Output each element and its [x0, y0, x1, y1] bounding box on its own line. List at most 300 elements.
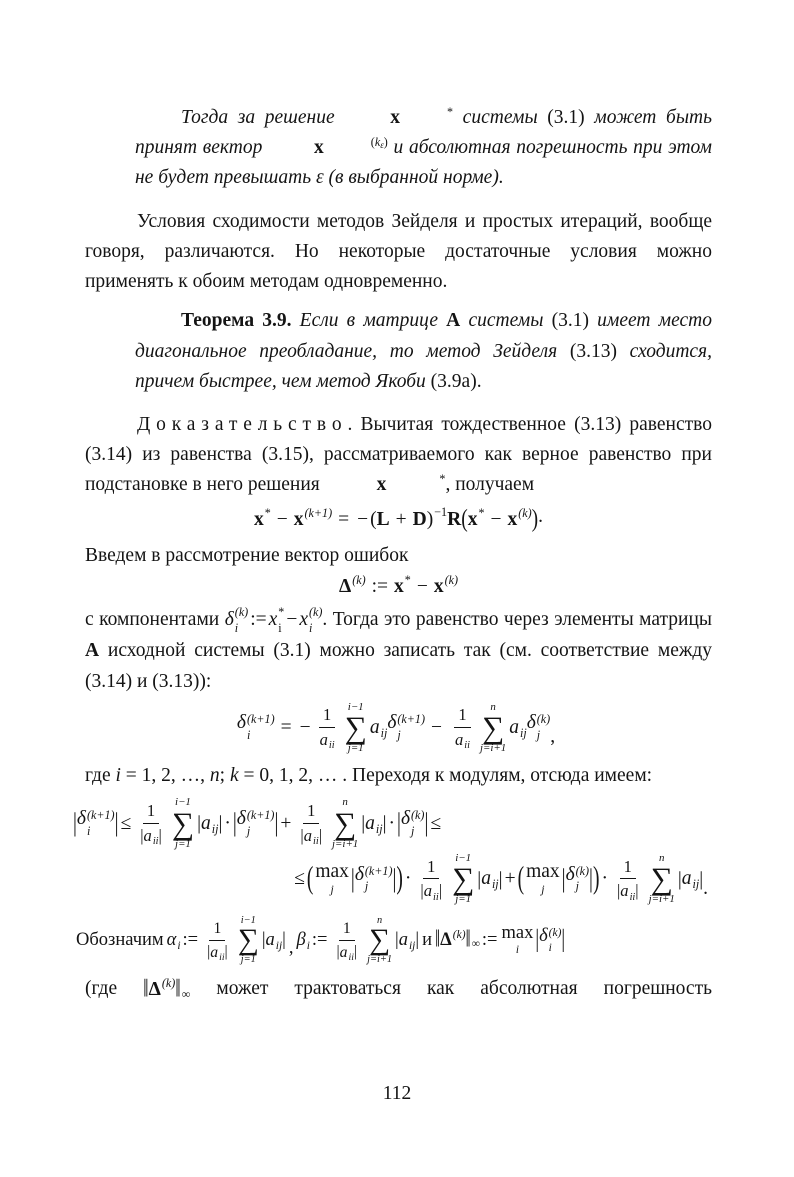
group-body: [399, 930, 416, 951]
close-delimiter: |: [635, 881, 639, 901]
text-run: a: [681, 868, 692, 890]
text-run: δ: [354, 863, 364, 885]
math-group: [395, 930, 419, 951]
math-operator: −: [490, 508, 502, 530]
text-run: x: [394, 575, 404, 597]
under-label: j: [330, 883, 334, 897]
math-fraction: [451, 705, 474, 750]
text-run: x: [376, 474, 387, 496]
subscript: ε: [380, 140, 384, 151]
open-delimiter: |: [561, 864, 566, 894]
close-delimiter: ‖: [465, 927, 471, 954]
math-atom: a ij: [201, 812, 219, 836]
text-run: δ: [76, 808, 86, 830]
text-run: и абсолютная погрешность при этом не будет превышать: [135, 137, 713, 189]
text-run: δ: [387, 712, 397, 734]
group-body: [539, 926, 561, 956]
text-run: где: [85, 765, 116, 787]
open-delimiter: |: [535, 926, 540, 954]
text-run: . Вычитая тождественное (3.13) равенство (3.14) из равенства (3.15), рассматриваемого как верное равенство при подстановке в него решения: [85, 413, 712, 496]
open-delimiter: (: [461, 505, 468, 533]
math-atom: a ii: [339, 943, 354, 963]
group-body: [620, 881, 635, 902]
superscript: (k): [411, 808, 425, 823]
text-run: k: [374, 134, 381, 149]
close-delimiter: ): [426, 508, 434, 530]
math-atom: a ii: [423, 881, 439, 903]
text-run: Теорема 3.9.: [181, 310, 292, 332]
close-delimiter: |: [382, 813, 387, 834]
sum-upper-limit: i−1: [347, 700, 364, 713]
math-atom: [225, 605, 248, 636]
subscript: i: [548, 941, 552, 954]
close-delimiter: |: [218, 813, 223, 834]
math-atom: [387, 712, 425, 743]
numerator: [423, 857, 439, 880]
sigma-icon: ∑: [334, 805, 357, 841]
text-run: А: [446, 310, 469, 332]
open-delimiter: (: [306, 862, 314, 896]
text-run: 1: [213, 919, 222, 937]
close-delimiter: |: [274, 809, 279, 838]
text-run: 1: [322, 705, 332, 725]
group-body: [201, 813, 218, 835]
open-delimiter: |: [73, 809, 77, 838]
text-run: a: [455, 729, 464, 749]
math-atom: a ij: [481, 868, 499, 892]
text-run: 1: [342, 919, 351, 937]
text-run: a: [369, 716, 380, 738]
open-delimiter: |: [395, 930, 399, 951]
text-run: .: [538, 505, 544, 527]
sigma-icon: ∑: [482, 710, 505, 746]
paragraph-error-vector-intro: [85, 541, 712, 571]
max-label: max: [315, 860, 349, 882]
open-delimiter: |: [261, 930, 266, 951]
math-group: [678, 868, 703, 890]
math-atom: [237, 808, 275, 839]
sigma-icon: ∑: [344, 710, 367, 746]
math-group: [397, 808, 428, 839]
math-fraction: [316, 705, 339, 750]
text-run: a: [143, 825, 152, 845]
close-delimiter: |: [498, 868, 503, 890]
text-run: δ: [539, 925, 548, 946]
paragraph-components: [85, 605, 712, 697]
text-run: x: [467, 508, 478, 530]
max-label: max: [526, 860, 560, 882]
text-run: 1: [427, 856, 436, 876]
math-atom: a ii: [455, 729, 470, 752]
sum-upper-limit: n: [376, 914, 383, 926]
math-operator: :=: [481, 930, 498, 950]
close-delimiter: ‖: [175, 975, 181, 1004]
under-label: i: [515, 944, 519, 957]
math-atom: [237, 712, 275, 743]
text-run: 1: [307, 801, 316, 821]
math-fraction: [416, 857, 446, 902]
equation-seidel-error: [85, 506, 712, 534]
text-run: L: [376, 508, 390, 530]
scripts: [397, 712, 425, 743]
math-sum: [238, 916, 259, 966]
math-max: [315, 862, 349, 897]
math-atom: Δ (k): [338, 573, 366, 597]
text-run: k: [229, 765, 239, 787]
numerator: [620, 857, 636, 880]
text-run: a: [339, 943, 348, 961]
text-run: β: [296, 930, 306, 950]
text-run: a: [365, 812, 375, 834]
math-operator: :=: [250, 608, 267, 630]
text-run: 1: [146, 801, 156, 821]
text-run: ): [383, 134, 388, 149]
close-delimiter: |: [424, 809, 429, 838]
math-atom: x (k+1): [293, 506, 333, 530]
group-body: [144, 826, 159, 847]
math-operator: ≤: [120, 812, 132, 834]
paragraph-proof: [85, 410, 712, 501]
open-delimiter: ‖: [143, 975, 149, 1004]
equation-row: [73, 797, 712, 850]
math-operator: ·: [388, 812, 396, 834]
math-operator: +: [504, 868, 516, 890]
superscript: (k): [536, 712, 551, 727]
math-atom: a ij: [681, 868, 700, 892]
sigma-icon: ∑: [171, 805, 195, 841]
sigma-icon: ∑: [452, 861, 475, 897]
math-operator: −: [416, 575, 428, 597]
paragraph-norm-meaning: [85, 974, 712, 1005]
math-sum: [452, 853, 474, 906]
text-run: α: [166, 930, 177, 950]
group-body: [401, 808, 424, 839]
denominator: [316, 728, 339, 751]
denominator: [416, 879, 446, 902]
text-run: Введем в рассмотрение вектор ошибок: [85, 544, 409, 566]
math-fraction: [296, 801, 326, 846]
math-group: [307, 862, 403, 897]
group-body: [149, 975, 176, 1005]
close-delimiter: |: [438, 881, 443, 901]
sum-upper-limit: i−1: [455, 852, 472, 865]
text-run: (3.9а).: [430, 370, 482, 392]
math-operator: ·: [224, 812, 231, 834]
math-group: ( L + D ) −1: [370, 505, 448, 530]
subscript: j: [536, 727, 541, 742]
scripts: [411, 808, 424, 839]
math-operator: ≤: [294, 868, 305, 890]
group-body: [481, 868, 498, 890]
math-sum: [649, 853, 675, 906]
text-run: системы: [453, 107, 548, 128]
math-atom: [77, 808, 115, 839]
math-operator: =: [338, 508, 350, 530]
text-run: (3.13): [569, 340, 617, 362]
superscript: (k+1): [86, 808, 115, 823]
group-body: [365, 813, 382, 835]
math-atom: a ij: [265, 930, 283, 952]
subscript: i: [308, 620, 313, 635]
text-run: Δ: [440, 930, 452, 950]
close-delimiter: ): [396, 862, 403, 896]
text-run: a: [319, 729, 328, 749]
close-delimiter: |: [158, 825, 162, 845]
numerator: [143, 801, 159, 824]
math-max: [526, 862, 560, 897]
text-run: (3.1): [551, 310, 589, 332]
math-operator: :=: [311, 930, 328, 950]
scripts: [87, 808, 115, 839]
sum-upper-limit: n: [342, 796, 348, 809]
text-run: D: [412, 508, 427, 530]
text-run: ε: [315, 167, 329, 189]
math-group: [420, 881, 442, 902]
group-body: [377, 509, 427, 531]
text-run: δ: [526, 712, 536, 734]
text-run: a: [265, 930, 275, 950]
open-delimiter: |: [477, 868, 482, 890]
math-group: ‖ Δ (k) ‖ ∞: [143, 975, 191, 1004]
close-delimiter: |: [353, 943, 358, 961]
open-delimiter: |: [420, 881, 424, 901]
sigma-icon: ∑: [368, 924, 391, 957]
superscript: (k): [308, 604, 323, 619]
math-atom: α i: [166, 930, 181, 952]
group-body: [424, 881, 439, 902]
sum-lower-limit: j=1: [347, 741, 364, 754]
superscript: (k+1): [397, 712, 425, 727]
text-run: a: [201, 812, 211, 834]
math-atom: a ii: [303, 825, 319, 848]
text-run: Δ: [338, 575, 352, 597]
open-delimiter: |: [361, 813, 366, 834]
numerator: [303, 801, 319, 824]
text-run: с компонентами: [85, 608, 225, 630]
math-group: [197, 813, 222, 835]
group-body: [440, 930, 465, 951]
close-delimiter: ): [531, 505, 539, 533]
math-fraction: [136, 801, 166, 846]
scripts: [365, 864, 393, 895]
scripts: [537, 712, 550, 743]
math-group: [351, 864, 397, 895]
text-run: a: [620, 881, 629, 901]
text-run: x: [293, 508, 304, 530]
math-group: [535, 926, 565, 956]
sum-lower-limit: j=1: [455, 893, 472, 906]
close-delimiter: |: [561, 926, 566, 954]
math-atom: [539, 926, 561, 956]
math-group: [140, 826, 162, 847]
paragraph-notation: [73, 916, 724, 966]
denominator: [296, 824, 326, 847]
theorem-3-9: [135, 306, 712, 397]
text-run: может трактоваться как абсолютная погрешность: [190, 978, 712, 1000]
close-delimiter: |: [589, 864, 593, 894]
group-body: [682, 868, 699, 890]
open-delimiter: |: [197, 813, 201, 834]
text-run: x: [433, 575, 444, 597]
math-operator: :=: [182, 930, 199, 950]
inequality-derivation: [73, 796, 712, 906]
group-body: [355, 864, 393, 895]
math-group: [477, 868, 502, 890]
math-atom: β i: [296, 930, 310, 952]
max-label: max: [501, 922, 534, 943]
text-run: А: [85, 640, 100, 662]
text-run: R: [447, 508, 462, 530]
text-run: .: [703, 877, 708, 899]
group-body: [566, 864, 589, 895]
math-fraction: [332, 919, 361, 962]
math-atom: a ij: [509, 716, 527, 741]
text-run: δ: [400, 808, 411, 830]
math-atom: a ii: [620, 881, 636, 903]
math-atom: a ii: [319, 729, 335, 752]
math-atom: x *: [253, 506, 271, 530]
superscript: (k): [575, 863, 590, 878]
close-delimiter: |: [282, 930, 286, 951]
math-atom: x (k): [507, 506, 532, 530]
text-run: Обозначим: [76, 930, 164, 950]
math-atom: [566, 864, 589, 895]
sum-upper-limit: n: [490, 700, 496, 713]
text-run: ,: [288, 938, 294, 959]
subscript: j: [364, 879, 369, 894]
subscript: j: [411, 823, 415, 838]
numerator: [209, 919, 225, 941]
close-delimiter: |: [392, 864, 397, 894]
text-run: a: [398, 930, 408, 950]
sum-lower-limit: j=1: [240, 953, 256, 965]
superscript: (k+1): [247, 712, 275, 727]
math-atom: a ii: [210, 943, 225, 963]
math-operator: +: [280, 812, 292, 834]
paragraph-convergence-conditions: [85, 207, 712, 298]
math-group: [562, 864, 593, 895]
math-atom: [401, 808, 424, 839]
subscript: i: [278, 620, 282, 635]
scripts: [576, 864, 589, 895]
math-atom: Δ (k): [149, 975, 176, 1005]
text-run: может быть принят вектор: [135, 107, 712, 159]
text-run: x: [268, 608, 278, 630]
superscript: (k): [234, 604, 249, 619]
equation-delta-recurrence: [85, 702, 712, 755]
sum-lower-limit: j=i+1: [367, 953, 392, 965]
text-run: (где: [85, 978, 144, 1000]
math-atom: Δ (k): [440, 928, 466, 950]
sigma-icon: ∑: [650, 861, 673, 897]
text-run: 1: [623, 856, 632, 876]
group-body: [467, 506, 532, 531]
text-run: исходной системы (3.1) можно записать так (см. соответствие между (3.14) и (3.13)):: [85, 640, 712, 692]
group-body: [237, 808, 275, 839]
math-group: [518, 862, 600, 897]
text-run: a: [509, 716, 519, 738]
denominator: [136, 824, 166, 847]
page-number: 112: [382, 1083, 412, 1104]
text-run: сходится, причем быстрее, чем метод Якоби: [135, 340, 712, 392]
math-fraction: [203, 919, 232, 962]
numerator: [454, 705, 470, 728]
math-group: [262, 930, 286, 951]
math-operator: −: [357, 508, 369, 530]
math-atom: [269, 605, 285, 636]
group-body: [266, 930, 283, 951]
text-run: ,: [550, 726, 556, 748]
open-delimiter: |: [207, 943, 211, 961]
open-delimiter: |: [336, 943, 340, 961]
math-atom: a ij: [369, 716, 388, 741]
superscript: *: [278, 604, 285, 619]
text-run: имеет место диагональное преобладание, то метод Зейделя: [135, 310, 712, 362]
text-run: x: [507, 508, 518, 530]
text-run: a: [210, 943, 219, 961]
math-group: [461, 505, 539, 533]
scripts: [278, 605, 284, 636]
math-operator: −: [431, 716, 442, 738]
math-atom: a ij: [365, 812, 383, 836]
sum-lower-limit: j=i+1: [480, 741, 507, 754]
text-run: 1: [458, 705, 467, 725]
text-run: (3.1): [547, 107, 585, 128]
math-group: [300, 826, 322, 847]
subscript: j: [575, 879, 579, 894]
math-group: [73, 808, 119, 839]
text-run: Δ: [148, 978, 161, 1000]
sum-lower-limit: j=i+1: [332, 837, 359, 850]
open-delimiter: ‖: [434, 927, 441, 954]
text-run: a: [423, 881, 433, 901]
text-run: n: [209, 765, 220, 787]
page-footer: [0, 1083, 794, 1105]
text-run: x: [314, 137, 324, 159]
math-group: [233, 808, 279, 839]
open-delimiter: (: [370, 508, 377, 530]
math-atom: x *: [394, 573, 411, 597]
text-run: Тогда за решение: [181, 107, 345, 128]
math-atom: [299, 605, 322, 636]
group-body: [524, 862, 593, 897]
sigma-icon: ∑: [237, 924, 259, 957]
scripts: [235, 605, 248, 636]
open-delimiter: |: [677, 868, 682, 890]
sum-upper-limit: n: [659, 852, 665, 865]
subscript: i: [86, 823, 91, 838]
group-body: [304, 826, 319, 847]
open-delimiter: |: [232, 809, 237, 838]
paragraph-indices: [85, 761, 712, 791]
math-sum: [332, 797, 358, 850]
math-operator: +: [395, 508, 407, 530]
math-group: [361, 813, 386, 835]
text-run: Доказательство: [137, 413, 348, 435]
sum-lower-limit: j=1: [175, 837, 191, 850]
text-run: , получаем: [445, 474, 535, 496]
close-delimiter: |: [699, 868, 704, 890]
text-run: Условия сходимости методов Зейделя и простых итераций, вообще говоря, различаются. Но некоторые достаточные условия можно применять к обоим методам одновременно.: [85, 210, 712, 293]
math-atom: [527, 712, 550, 743]
superscript: (k): [548, 926, 562, 939]
denominator: [613, 879, 643, 902]
math-fraction: [613, 857, 643, 902]
open-delimiter: |: [300, 825, 304, 845]
close-delimiter: |: [318, 825, 323, 845]
denominator: [332, 941, 361, 963]
text-run: x: [390, 107, 400, 128]
